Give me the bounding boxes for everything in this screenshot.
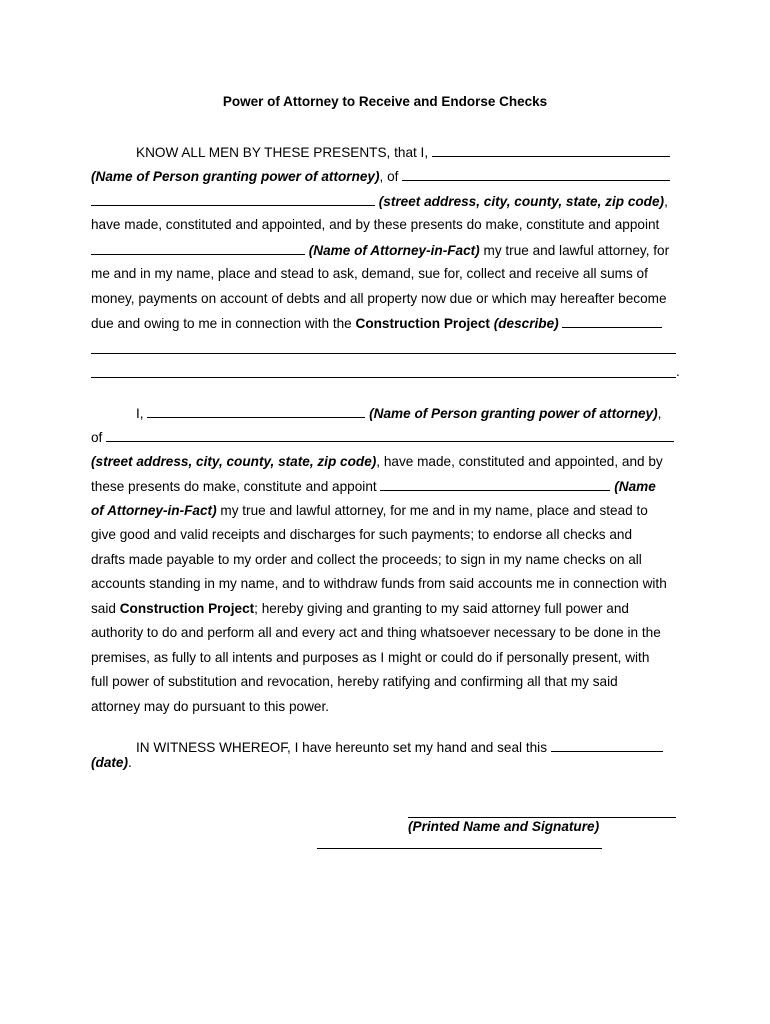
attorney-name-label-2b: of Attorney-in-Fact): [91, 503, 217, 518]
grantor-address-blank-3[interactable]: [106, 429, 674, 442]
witness-line-2: [91, 755, 132, 770]
project-description-line-2[interactable]: [91, 353, 676, 354]
p1-line-2: [91, 168, 670, 184]
p2-line-2: [91, 429, 674, 445]
document-title: Power of Attorney to Receive and Endorse Checks: [222, 94, 548, 109]
p1-text: , of: [379, 169, 399, 184]
p1-line-7: money, payments on account of debts and all property now due or which may hereafter become: [91, 291, 667, 306]
p2-text: ,: [657, 406, 662, 421]
p2-text: said: [91, 601, 120, 616]
p2-text: , have made, constituted and appointed, and by: [376, 454, 663, 469]
project-description-blank[interactable]: [562, 315, 662, 328]
date-blank[interactable]: [551, 739, 663, 752]
p2-line-6: give good and valid receipts and discharges for such payments; to endorse all checks and: [91, 527, 633, 542]
grantor-name-blank-2[interactable]: [147, 405, 365, 418]
p2-line-4: [91, 478, 656, 494]
describe-label: (describe): [489, 316, 559, 331]
p2-text: of: [91, 430, 103, 445]
p1-line-6: me and in my name, place and stead to ask, demand, sue for, collect and receive all sums of: [91, 266, 648, 281]
grantor-address-blank[interactable]: [402, 168, 670, 181]
p2-line-13: attorney may do pursuant to this power.: [91, 699, 330, 714]
p2-line-7: drafts made payable to my order and collect the proceeds; to sign in my name checks on all: [91, 552, 642, 567]
p2-text: ; hereby giving and granting to my said attorney full power and: [254, 601, 629, 616]
grantor-name-blank[interactable]: [432, 144, 670, 157]
witness-text: IN WITNESS WHEREOF, I have hereunto set my hand and seal this: [136, 740, 547, 755]
p2-line-5: [91, 503, 648, 518]
p2-line-12: full power of substitution and revocation, hereby ratifying and confirming all that my said: [91, 674, 618, 689]
address-label: (street address, city, county, state, zip code): [378, 194, 665, 209]
p1-text: ,: [664, 194, 668, 209]
second-signature-line[interactable]: [317, 848, 602, 849]
grantor-name-label: (Name of Person granting power of attorney): [91, 169, 380, 184]
address-label-2: (street address, city, county, state, zip code): [91, 454, 377, 469]
p2-text: I,: [136, 406, 144, 421]
attorney-name-blank[interactable]: [91, 242, 305, 255]
grantor-address-blank-2[interactable]: [91, 193, 375, 206]
p2-line-9: [91, 601, 629, 616]
project-description-line-3[interactable]: [91, 377, 676, 378]
grantor-name-label-2: (Name of Person granting power of attorney): [369, 406, 658, 421]
witness-line-1: [136, 739, 663, 755]
signature-label: (Printed Name and Signature): [408, 819, 600, 834]
attorney-name-label-2a: (Name: [614, 479, 656, 494]
p2-text: these presents do make, constitute and appoint: [91, 479, 377, 494]
p1-line-3: [91, 193, 668, 209]
construction-project-label: Construction Project: [355, 316, 490, 331]
p2-text: my true and lawful attorney, for me and in my name, place and stead to: [216, 503, 648, 518]
p1-text: my true and lawful attorney, for: [479, 243, 670, 258]
attorney-name-blank-2[interactable]: [380, 478, 610, 491]
construction-project-label-2: Construction Project: [119, 601, 255, 616]
p1-line-4: have made, constituted and appointed, and by these presents do make, constitute and appoint: [91, 217, 660, 232]
p2-line-3: [91, 454, 663, 469]
p1-text: due and owing to me in connection with the: [91, 316, 356, 331]
p1-line-1: [136, 144, 670, 160]
p2-line-11: premises, as fully to all intents and purposes as I might or could do if personally present, with: [91, 650, 650, 665]
witness-text: .: [128, 755, 132, 770]
p2-line-8: accounts standing in my name, and to withdraw funds from said accounts me in connection with: [91, 576, 667, 591]
p1-line-8: [91, 315, 662, 331]
attorney-name-label: (Name of Attorney-in-Fact): [308, 243, 480, 258]
date-label: (date): [91, 755, 129, 770]
p1-text: KNOW ALL MEN BY THESE PRESENTS, that I,: [136, 145, 429, 160]
signature-line[interactable]: [408, 817, 676, 818]
p1-line-5: [91, 242, 669, 258]
p1-end-period: .: [676, 364, 680, 379]
p2-line-10: authority to do and perform all and every act and thing whatsoever necessary to be done in the: [91, 625, 661, 640]
p2-line-1: [136, 405, 661, 421]
